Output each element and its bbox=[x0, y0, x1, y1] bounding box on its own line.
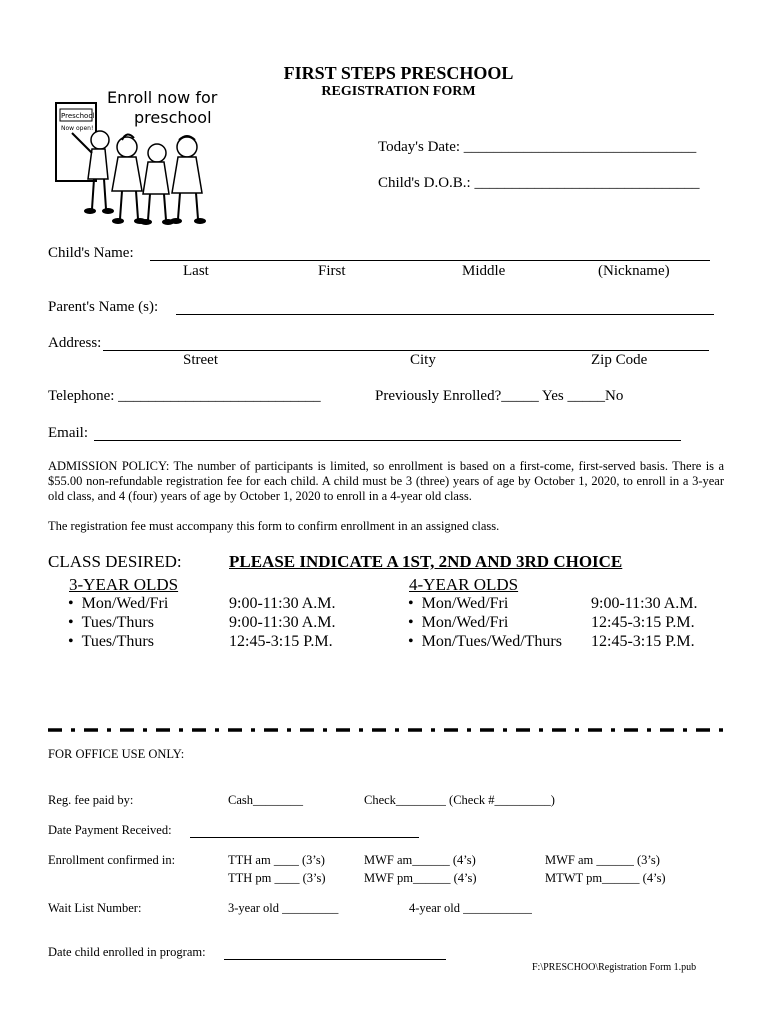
address-part-zip: Zip Code bbox=[591, 352, 648, 368]
option-time: 9:00-11:30 A.M. bbox=[591, 595, 698, 612]
file-path-footer: F:\PRESCHOO\Registration Form 1.pub bbox=[532, 962, 697, 973]
child-name-label: Child's Name: bbox=[48, 245, 134, 261]
caption-line2: preschool bbox=[134, 108, 212, 127]
address-label: Address: bbox=[48, 335, 102, 351]
name-part-last: Last bbox=[183, 263, 209, 279]
reg-fee-label: Reg. fee paid by: bbox=[48, 793, 134, 807]
three-year-option[interactable]: • Tues/Thurs bbox=[68, 614, 154, 631]
option-days: Tues/Thurs bbox=[81, 614, 154, 631]
three-year-option[interactable]: • Tues/Thurs bbox=[68, 633, 154, 650]
option-days: Mon/Wed/Fri bbox=[421, 614, 509, 631]
option-time: 12:45-3:15 P.M. bbox=[591, 614, 695, 631]
four-year-option[interactable]: • Mon/Tues/Wed/Thurs bbox=[408, 633, 562, 650]
cut-line-divider bbox=[48, 728, 724, 732]
class-desired-label: CLASS DESIRED: bbox=[48, 552, 182, 571]
sign-text2: Now open! bbox=[61, 125, 94, 132]
option-time: 12:45-3:15 P.M. bbox=[591, 633, 695, 650]
caption-line1: Enroll now for bbox=[107, 88, 218, 107]
option-time: 9:00-11:30 A.M. bbox=[229, 595, 336, 612]
option-time: 9:00-11:30 A.M. bbox=[229, 614, 336, 631]
option-days: Mon/Tues/Wed/Thurs bbox=[421, 633, 562, 650]
tth-am-field[interactable]: TTH am ____ (3’s) bbox=[228, 853, 325, 867]
office-heading: FOR OFFICE USE ONLY: bbox=[48, 747, 185, 761]
form-subtitle: REGISTRATION FORM bbox=[321, 84, 476, 99]
three-year-option[interactable]: • Mon/Wed/Fri bbox=[68, 595, 169, 612]
date-payment-label: Date Payment Received: bbox=[48, 823, 172, 837]
address-input[interactable] bbox=[103, 350, 709, 351]
mwf-am-3-field[interactable]: MWF am ______ (3’s) bbox=[545, 853, 660, 867]
option-time: 12:45-3:15 P.M. bbox=[229, 633, 333, 650]
enrollment-confirmed-label: Enrollment confirmed in: bbox=[48, 853, 176, 867]
form-title: FIRST STEPS PRESCHOOL bbox=[283, 63, 514, 83]
option-days: Mon/Wed/Fri bbox=[421, 595, 509, 612]
four-year-option[interactable]: • Mon/Wed/Fri bbox=[408, 595, 509, 612]
address-part-street: Street bbox=[183, 352, 218, 368]
mwf-pm-field[interactable]: MWF pm______ (4’s) bbox=[364, 871, 477, 885]
address-part-city: City bbox=[410, 352, 436, 368]
email-input[interactable] bbox=[94, 440, 681, 441]
date-enrolled-label: Date child enrolled in program: bbox=[48, 945, 206, 959]
three-year-heading: 3-YEAR OLDS bbox=[69, 575, 179, 594]
name-part-middle: Middle bbox=[462, 263, 506, 279]
children-illustration-icon bbox=[52, 85, 222, 235]
cash-field[interactable]: Cash________ bbox=[228, 793, 303, 807]
parent-name-label: Parent's Name (s): bbox=[48, 299, 159, 315]
three-year-old-field[interactable]: 3-year old _________ bbox=[228, 901, 339, 915]
option-days: Tues/Thurs bbox=[81, 633, 154, 650]
date-enrolled-input[interactable] bbox=[224, 959, 446, 960]
four-year-option[interactable]: • Mon/Wed/Fri bbox=[408, 614, 509, 631]
tth-pm-field[interactable]: TTH pm ____ (3’s) bbox=[228, 871, 326, 885]
admission-policy: ADMISSION POLICY: The number of participants is limited, so enrollment is based on a first-come, first-served basis. There is a $55.00 non-refundable registration fee for each child. A child must be 3 (three) years of age by October 1, 2020, to enroll in a 3-year old class, and 4 (four) years of age by October 1, 2020 to enroll in a 4-year old class. bbox=[48, 459, 724, 503]
name-part-nickname: (Nickname) bbox=[598, 263, 670, 279]
email-label: Email: bbox=[48, 425, 88, 441]
wait-list-label: Wait List Number: bbox=[48, 901, 142, 915]
mtwt-pm-field[interactable]: MTWT pm______ (4’s) bbox=[545, 871, 666, 885]
parent-name-input[interactable] bbox=[176, 314, 714, 315]
mwf-am-field[interactable]: MWF am______ (4’s) bbox=[364, 853, 476, 867]
telephone-field[interactable]: Telephone: ___________________________ bbox=[48, 388, 321, 404]
name-part-first: First bbox=[318, 263, 346, 279]
check-field[interactable]: Check________ (Check #_________) bbox=[364, 793, 555, 807]
date-payment-input[interactable] bbox=[190, 837, 419, 838]
previously-enrolled-field[interactable]: Previously Enrolled?_____ Yes _____No bbox=[375, 388, 624, 404]
sign-text1: Preschool bbox=[61, 112, 95, 120]
option-days: Mon/Wed/Fri bbox=[81, 595, 169, 612]
child-dob-field[interactable]: Child's D.O.B.: ______________________________ bbox=[378, 175, 700, 191]
class-instruction: PLEASE INDICATE A 1ST, 2ND AND 3RD CHOICE bbox=[229, 552, 623, 571]
todays-date-field[interactable]: Today's Date: _______________________________ bbox=[378, 139, 697, 155]
four-year-old-field[interactable]: 4-year old ___________ bbox=[409, 901, 532, 915]
child-name-input[interactable] bbox=[150, 260, 710, 261]
four-year-heading: 4-YEAR OLDS bbox=[409, 575, 519, 594]
fee-note: The registration fee must accompany this form to confirm enrollment in an assigned class. bbox=[48, 519, 500, 533]
